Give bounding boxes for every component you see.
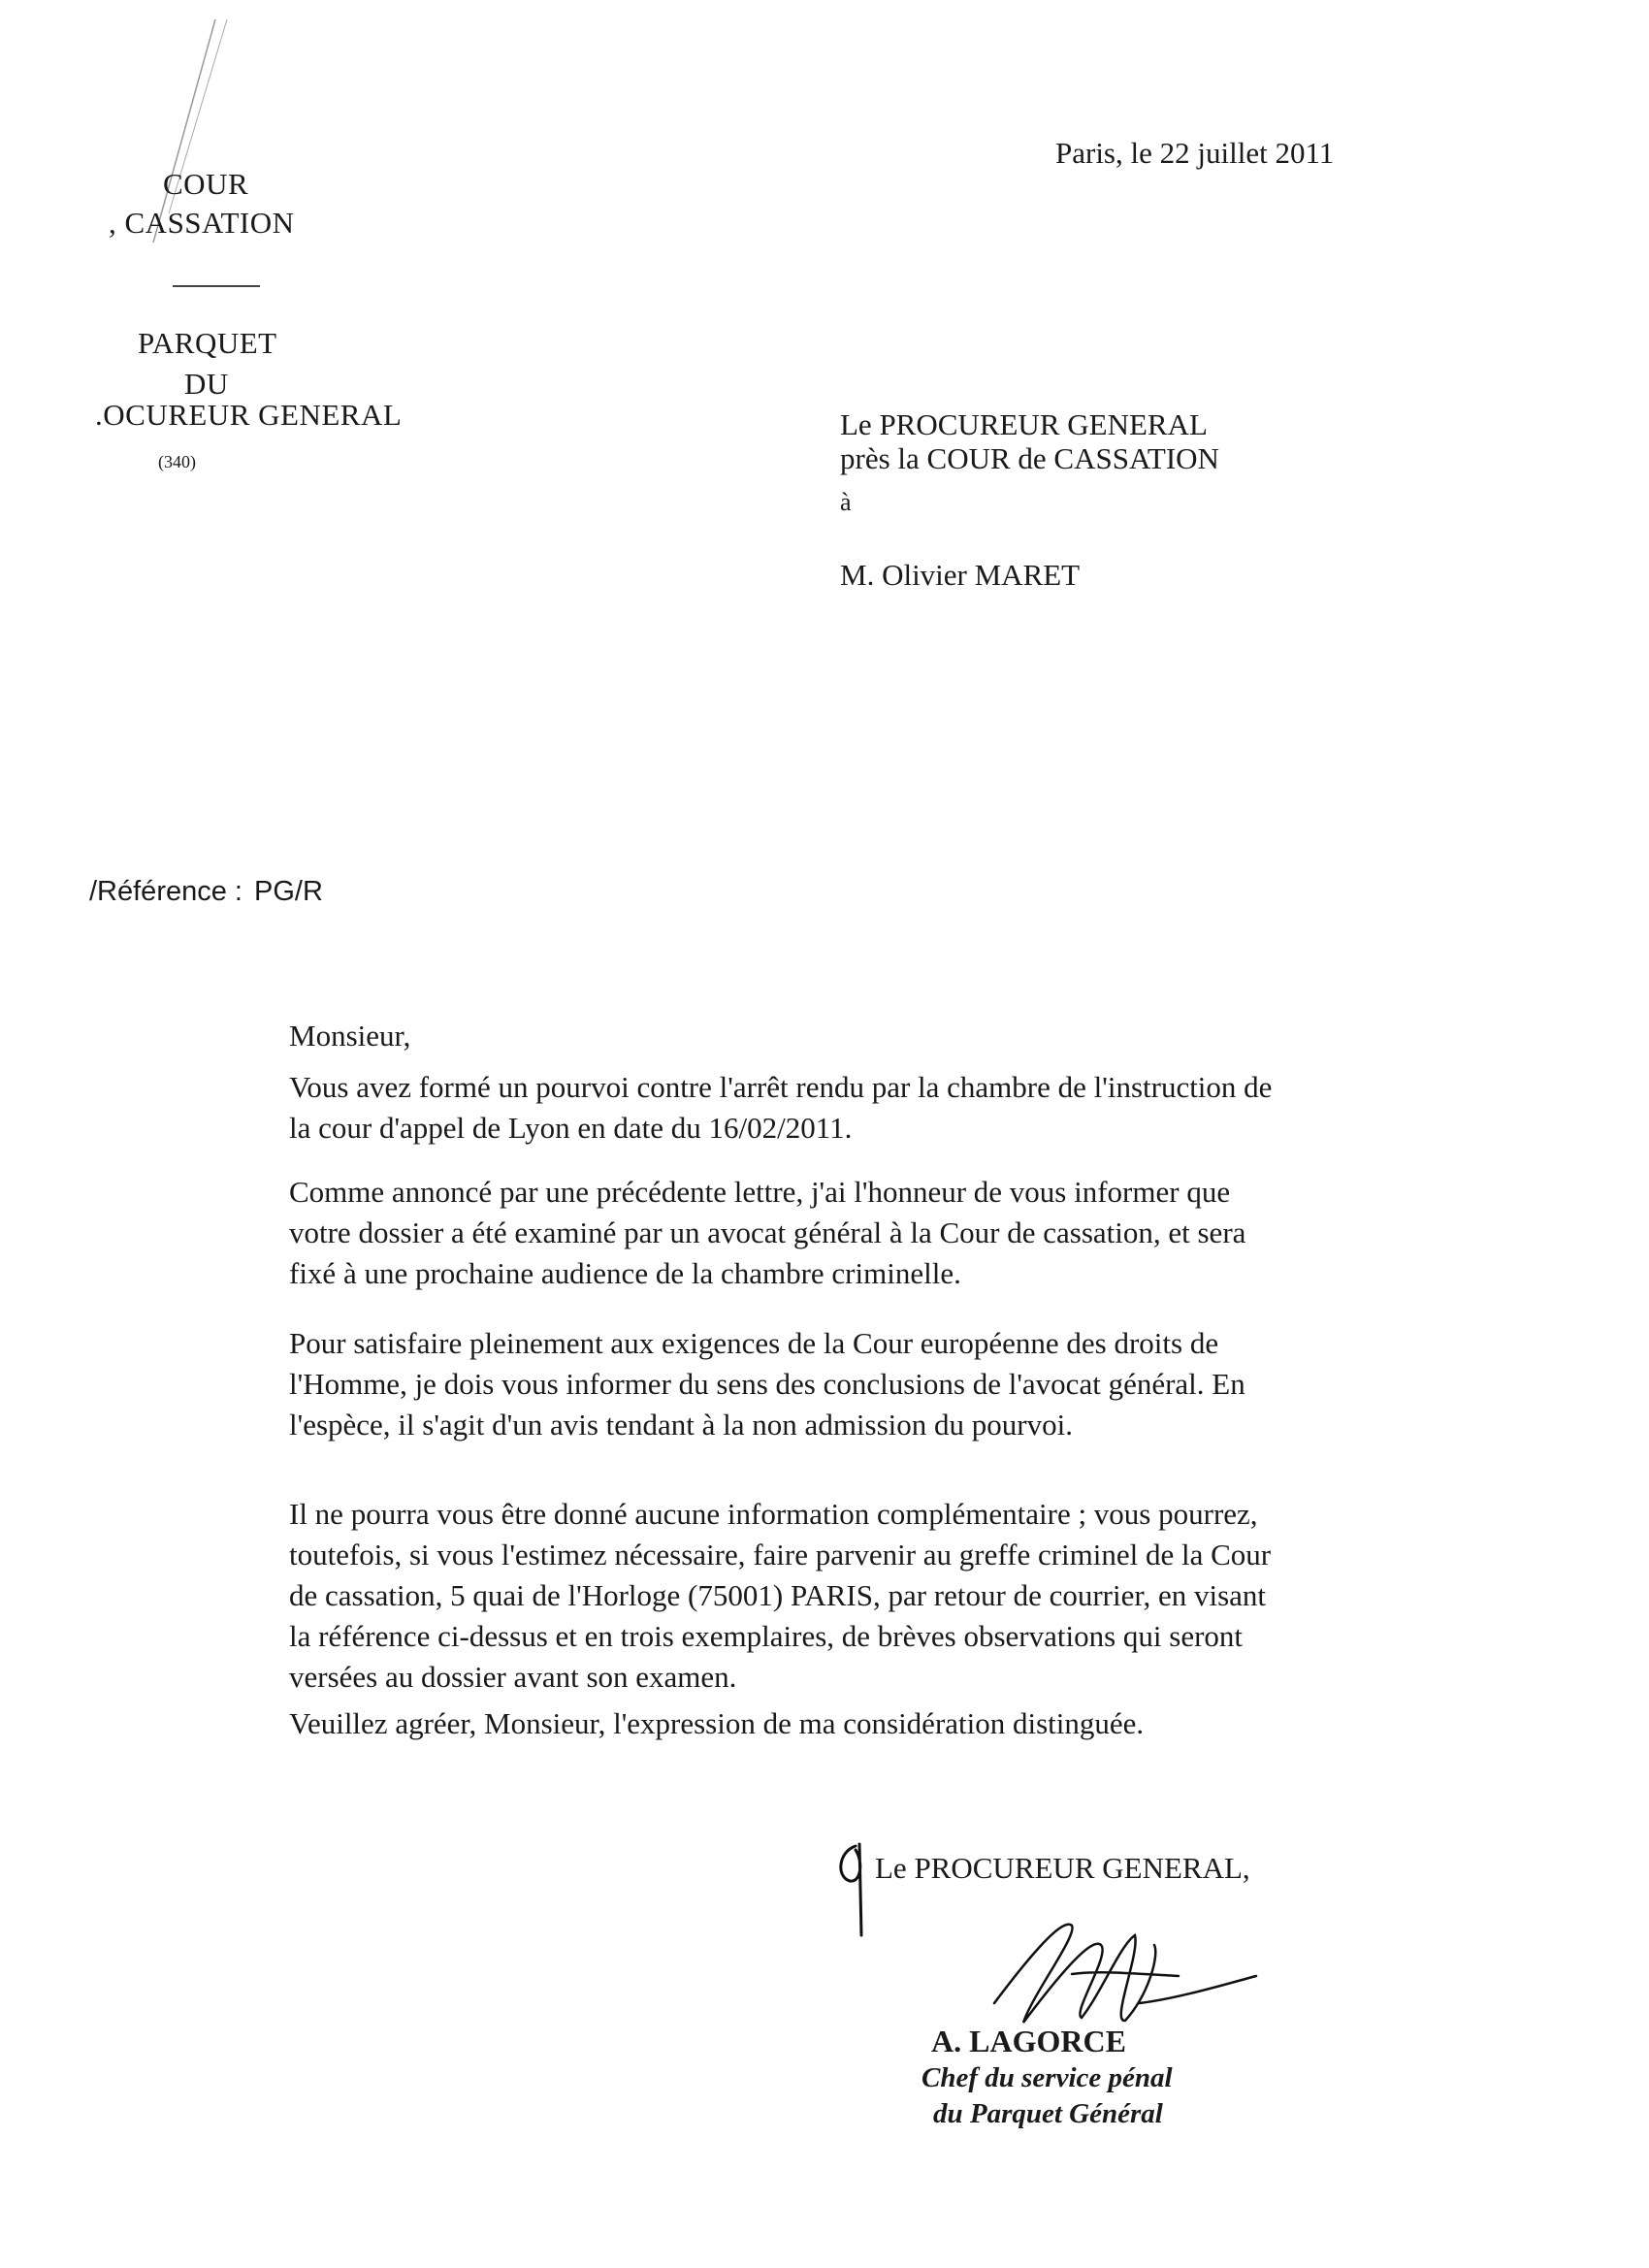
signatory-title: Le PROCUREUR GENERAL, (875, 1851, 1250, 1885)
paragraph-4 (289, 1494, 1356, 1698)
court-name-line1: COUR (163, 167, 249, 201)
stamp-role: Chef du service pénal (922, 2062, 1173, 2093)
paragraph-line: fixé à une prochaine audience de la chambre criminelle. (289, 1256, 961, 1290)
paragraph-line: Vous avez formé un pourvoi contre l'arrêt rendu par la chambre de l'instruction de (289, 1070, 1273, 1104)
paragraph-line: la référence ci-dessus et en trois exemplaires, de brèves observations qui seront (289, 1619, 1244, 1653)
reference-value: PG/R (253, 876, 323, 907)
handwritten-signature (955, 1906, 1266, 2042)
paragraph-line: Il ne pourra vous être donné aucune information complémentaire ; vous pourrez, (289, 1497, 1258, 1531)
paragraph-line: de cassation, 5 quai de l'Horloge (75001) PARIS, par retour de courrier, en visant (289, 1578, 1267, 1612)
court-name-line2: , CASSATION (109, 206, 295, 240)
office-line1: PARQUET (138, 326, 277, 360)
paragraph-3 (289, 1323, 1356, 1445)
office-line2: DU (184, 367, 229, 401)
closing-formula: Veuillez agréer, Monsieur, l'expression de ma considération distinguée. (289, 1706, 1145, 1740)
paragraph-line: toutefois, si vous l'estimez nécessaire, faire parvenir au greffe criminel de la Cour (289, 1538, 1272, 1571)
addressee-name: M. Olivier MARET (840, 558, 1081, 592)
paragraph-1 (289, 1067, 1356, 1149)
paragraph-line: votre dossier a été examiné par un avocat général à la Cour de cassation, et sera (289, 1215, 1246, 1249)
paragraph-line: l'espèce, il s'agit d'un avis tendant à la non admission du pourvoi. (289, 1408, 1073, 1442)
paragraph-line: versées au dossier avant son examen. (289, 1660, 737, 1694)
handwritten-initial (826, 1838, 875, 1945)
paragraph-line: Pour satisfaire pleinement aux exigences de la Cour européenne des droits de (289, 1326, 1219, 1360)
sender-line1: Le PROCUREUR GENERAL (840, 407, 1208, 441)
paragraph-line: Comme annoncé par une précédente lettre, j'ai l'honneur de vous informer que (289, 1175, 1231, 1209)
paragraph-line: l'Homme, je dois vous informer du sens des conclusions de l'avocat général. En (289, 1367, 1245, 1401)
office-line3: .OCUREUR GENERAL (95, 398, 403, 432)
reference-label: /Référence : (89, 876, 242, 907)
reference (89, 876, 323, 908)
place-date: Paris, le 22 juillet 2011 (1055, 136, 1335, 170)
paragraph-line: la cour d'appel de Lyon en date du 16/02/2011. (289, 1111, 853, 1145)
salutation: Monsieur, (289, 1019, 411, 1053)
office-code: (340) (158, 452, 196, 471)
sender-line2: près la COUR de CASSATION (840, 441, 1219, 475)
paragraph-2 (289, 1172, 1356, 1294)
stamp-name: A. LAGORCE (931, 2024, 1126, 2058)
header-divider (173, 285, 260, 287)
stamp-department: du Parquet Général (933, 2098, 1163, 2129)
addressee-preposition: à (840, 488, 852, 516)
